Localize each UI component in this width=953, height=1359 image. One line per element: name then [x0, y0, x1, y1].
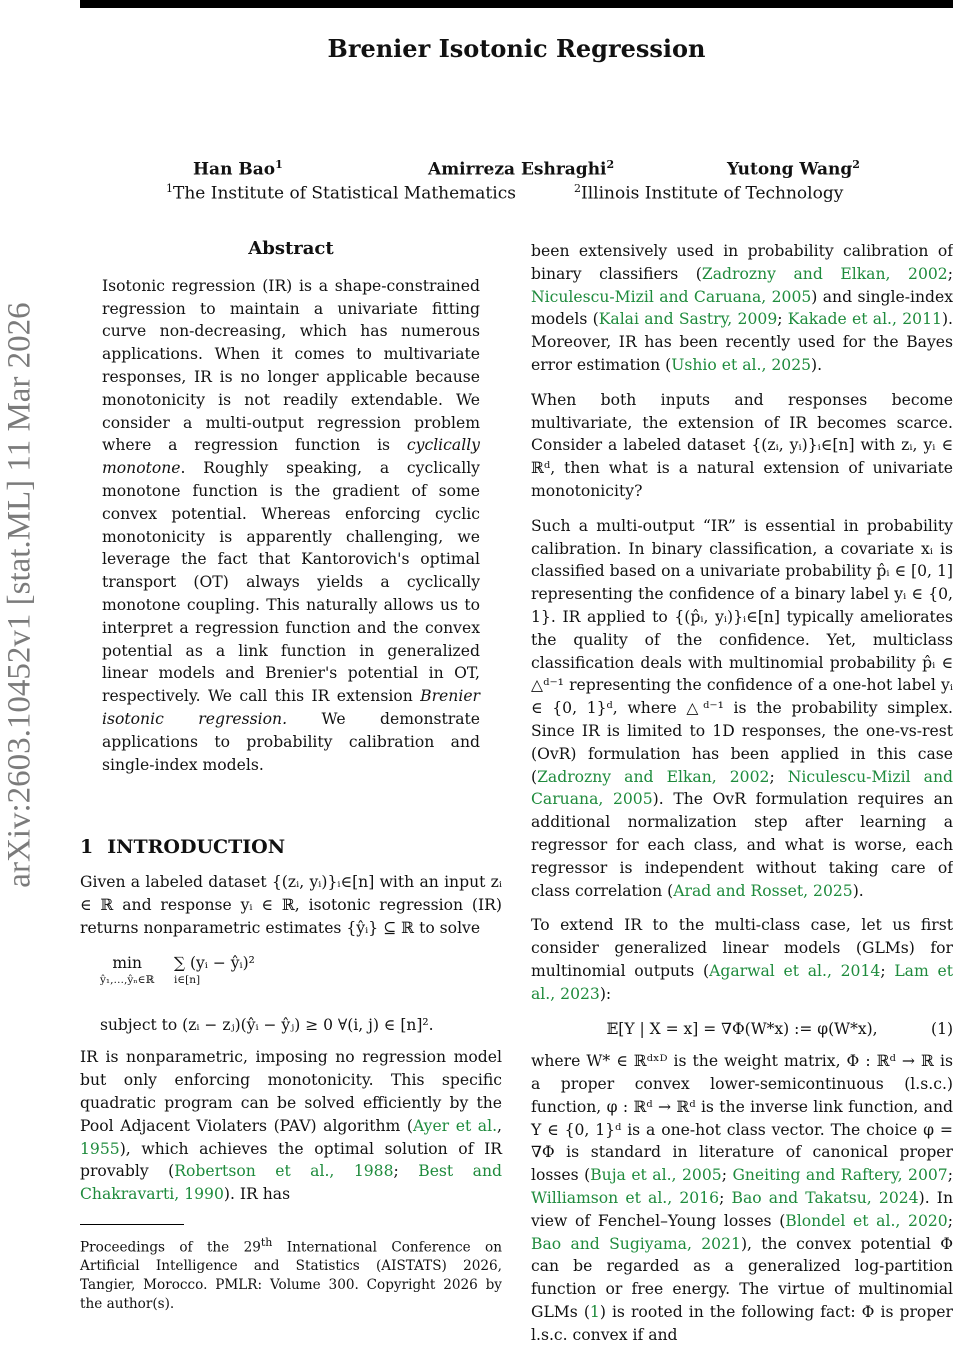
proceedings-footnote: Proceedings of the 29th International Conference on Artificial Intelligence and Statistics (AISTATS) 2026, Tangier, Morocco. PMLR: Volume 300. Copyright 2026 by the author(s). [80, 1235, 502, 1313]
citation-link[interactable]: Williamson et al., 2016 [531, 1189, 720, 1208]
citation-link[interactable]: Zadrozny and Elkan, 2002 [701, 264, 948, 283]
intro-paragraph-2: IR is nonparametric, imposing no regression model but only enforcing monotonicity. This specific quadratic program can be solved efficiently by the Pool Adjacent Violaters (PAV) algorithm (Ayer et al., 1955), which achieves the optimal solution of IR provably (Robertson et al., 1988; Best and Chakravarti, 1990). IR has [80, 1048, 502, 1204]
abstract-body: Isotonic regression (IR) is a shape-constrained regression to maintain a univariate fitting curve non-decreasing, which has numerous applications. When it comes to multivariate responses, IR is no longer applicable because monotonicity is not readily extendable. We consider a multi-output regression problem where a regression function is cyclically monotone. Roughly speaking, a cyclically monotone function is the gradient of some convex potential. Whereas enforcing cyclic monotonicity is apparently challenging, we leverage the fact that Kantorovich's optimal transport (OT) always yields a cyclically monotone coupling. This naturally allows us to interpret a regression function and the convex potential as a link function in generalized linear models and Brenier's potential in OT, respectively. We call this IR extension Brenier isotonic regression. We demonstrate applications to probability calibration and single-index models. [102, 276, 481, 774]
equation-1 [531, 1018, 953, 1041]
right-paragraph-2: When both inputs and responses become multivariate, the extension of IR becomes scarce. Consider a labeled dataset {(zᵢ, yᵢ)}ᵢ∈[n] with zᵢ, yᵢ ∈ ℝᵈ, then what is a natural extension of univariate monotonicity? [531, 390, 953, 500]
citation-link[interactable]: Bao and Takatsu, 2024 [731, 1189, 919, 1208]
arxiv-sidebar [0, 255, 40, 935]
citation-link[interactable]: Kalai and Sastry, 2009 [598, 310, 778, 329]
citation-link[interactable]: Kakade et al., 2011 [787, 310, 942, 329]
abstract-heading: Abstract [248, 238, 334, 259]
right-paragraph-3: Such a multi-output “IR” is essential in probability calibration. In binary classification, a covariate xᵢ is classified based on a univariate probability p̂ᵢ ∈ [0, 1] representing the confidence of a binary label yᵢ ∈ {0, 1}. IR applied to {(p̂ᵢ, yᵢ)}ᵢ∈[n] typically ameliorates the quality of the confidence. Yet, multiclass classification deals with multinomial probability p̂ᵢ ∈ △ᵈ⁻¹ representing the confidence of a one-hot label yᵢ ∈ {0, 1}ᵈ, where △ᵈ⁻¹ is the probability simplex. Since IR is limited to 1D responses, the one-vs-rest (OvR) formulation has been applied in this case (Zadrozny and Elkan, 2002; Niculescu-Mizil and Caruana, 2005). The OvR formulation requires an additional normalization step after learning a regressor for each class, and what is worse, each regressor is independent without taking care of class correlation (Arad and Rosset, 2025). [531, 516, 953, 900]
equation-reference-link[interactable]: 1 [589, 1303, 600, 1322]
intro-paragraph-1: Given a labeled dataset {(zᵢ, yᵢ)}ᵢ∈[n] with an input zᵢ ∈ ℝ and response yᵢ ∈ ℝ, isotonic regression (IR) returns nonparametric estimates {ŷᵢ} ⊆ ℝ to solve [80, 873, 502, 937]
citation-link[interactable]: Lam et al., 2023 [531, 961, 953, 1003]
equation-1-number: (1) [931, 1019, 953, 1038]
left-column [80, 238, 502, 1314]
citation-link[interactable]: Agarwal et al., 2014 [709, 961, 881, 980]
citation-link[interactable]: Bao and Sugiyama, 2021 [531, 1234, 741, 1253]
citation-link[interactable]: Arad and Rosset, 2025 [673, 881, 853, 900]
citation-link[interactable]: Niculescu-Mizil and Caruana, 2005 [531, 767, 953, 809]
right-column [531, 240, 953, 1359]
right-paragraph-1: been extensively used in probability calibration of binary classifiers (Zadrozny and Elkan, 2002; Niculescu-Mizil and Caruana, 2005) and single-index models (Kalai and Sastry, 2009; Kakade et al., 2011). Moreover, IR has been recently used for the Bayes error estimation (Ushio et al., 2025). [531, 242, 953, 374]
author-yutong-wang: Yutong Wang$^2$ [727, 158, 860, 180]
affiliation-iit: $^2$Illinois Institute of Technology [574, 182, 844, 204]
arxiv-identifier: arXiv:2603.10452v1 [stat.ML] 11 Mar 2026 [1, 302, 38, 888]
citation-link[interactable]: Niculescu-Mizil and Caruana, 2005 [531, 287, 812, 306]
citation-link[interactable]: Robertson et al., 1988 [174, 1162, 394, 1181]
citation-link[interactable]: Ayer et al. [413, 1116, 498, 1135]
citation-link[interactable]: Buja et al., 2005 [590, 1166, 722, 1185]
sum-objective: ∑ (yᵢ − ŷᵢ)² i∈[n] [174, 953, 255, 987]
top-rule [80, 0, 953, 8]
citation-link[interactable]: Zadrozny and Elkan, 2002 [537, 767, 770, 786]
min-operator: min ŷ₁,…,ŷₙ∈ℝ [100, 953, 155, 987]
section-heading-introduction: 1 INTRODUCTION [80, 836, 286, 859]
citation-link[interactable]: Best and Chakravarti, 1990 [80, 1162, 502, 1204]
affiliation-ism: $^1$The Institute of Statistical Mathematics [166, 182, 516, 204]
monotonicity-constraint: subject to (zᵢ − zⱼ)(ŷᵢ − ŷⱼ) ≥ 0 ∀(i, j) ∈ [n]². [100, 1015, 434, 1034]
footnote-rule [80, 1224, 184, 1225]
citation-link[interactable]: Ushio et al., 2025 [671, 355, 812, 374]
author-amirreza-eshraghi: Amirreza Eshraghi$^2$ [428, 158, 615, 180]
paper-title: Brenier Isotonic Regression [327, 34, 706, 63]
citation-link[interactable]: Blondel et al., 2020 [785, 1211, 948, 1230]
equation-1-body: 𝔼[Y | X = x] = ∇Φ(W*x) := φ(W*x), [606, 1019, 878, 1038]
citation-link[interactable]: 1955 [80, 1139, 120, 1158]
citation-link[interactable]: Gneiting and Raftery, 2007 [732, 1166, 948, 1185]
optimization-problem [100, 952, 502, 1010]
author-han-bao: Han Bao$^1$ [193, 158, 283, 180]
right-paragraph-4: To extend IR to the multi-class case, let us first consider generalized linear models (GLMs) for multinomial outputs (Agarwal et al., 2014; Lam et al., 2023): [531, 916, 953, 1003]
right-paragraph-5: where W* ∈ ℝᵈˣᴰ is the weight matrix, Φ : ℝᵈ → ℝ is a proper convex lower-semicontinuous (l.s.c.) function, φ : ℝᵈ → ℝᵈ is the inverse link function, and Y ∈ {0, 1}ᵈ is a one-hot class vector. The choice φ = ∇Φ is standard in literature of canonical proper losses (Buja et al., 2005; Gneiting and Raftery, 2007; Williamson et al., 2016; Bao and Takatsu, 2024). In view of Fenchel–Young losses (Blondel et al., 2020; Bao and Sugiyama, 2021), the convex potential Φ can be regarded as a generalized log-partition function or free energy. The virtue of multinomial GLMs (1) is rooted in the following fact: Φ is proper l.s.c. convex if and [531, 1052, 953, 1344]
